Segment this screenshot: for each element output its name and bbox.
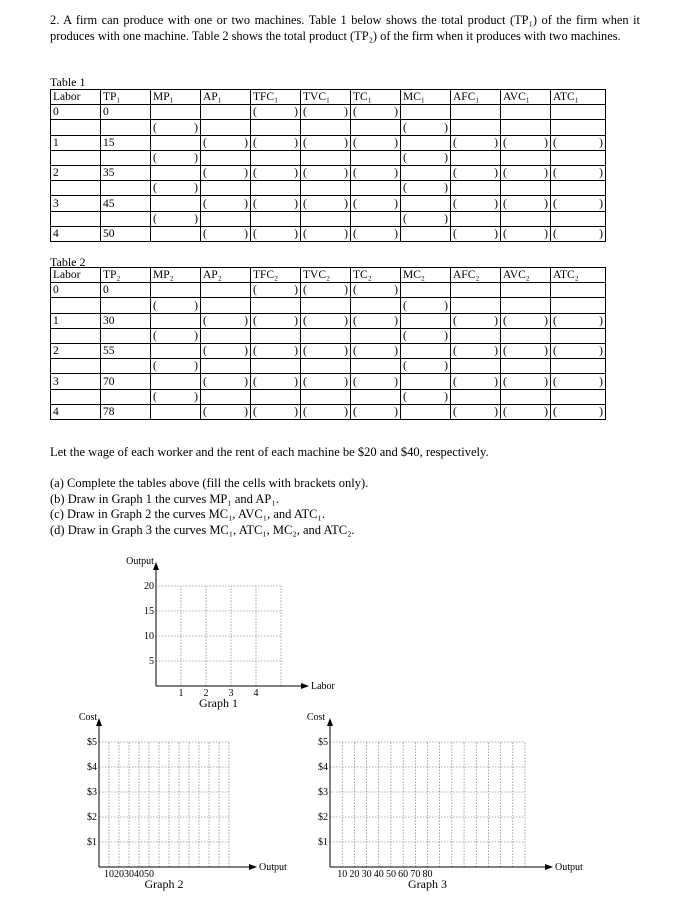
table1-m3-c7-open-bracket: ( <box>403 212 407 225</box>
table2-r1-c8-open-bracket: ( <box>453 314 457 327</box>
table1-header-7: MC₁ <box>401 90 451 105</box>
table2-tp-cell: 78 <box>101 404 151 419</box>
table1-r4-c10-close-bracket: ) <box>599 227 603 240</box>
table2-r4-c6-open-bracket: ( <box>353 405 357 418</box>
graph3-xtick-label: 20 <box>349 869 360 880</box>
table1-r2-c9-open-bracket: ( <box>503 167 507 180</box>
table2-r3-c6-open-bracket: ( <box>353 375 357 388</box>
table1-r2-c8-open-bracket: ( <box>453 167 457 180</box>
graph3-title: Graph 3 <box>408 877 447 891</box>
graph3-ytick-label: $2 <box>318 812 328 823</box>
table2-m1-c2-close-bracket: ) <box>194 329 198 342</box>
table1-r2-c5-open-bracket: ( <box>303 167 307 180</box>
table1-r1-c6-close-bracket: ) <box>394 136 398 149</box>
table1-r3-c5-close-bracket: ) <box>344 197 348 210</box>
table1-r3-c9-close-bracket: ) <box>544 197 548 210</box>
table2-header-9: AVC₂ <box>501 268 551 283</box>
table2-labor-cell: 0 <box>51 283 101 298</box>
table1-labor-cell: 2 <box>51 165 101 180</box>
table1-r1-c5-open-bracket: ( <box>303 136 307 149</box>
table2-r1-c9-close-bracket: ) <box>544 314 548 327</box>
graph1-xtick-label: 2 <box>203 688 209 699</box>
table1-r1-c3-open-bracket: ( <box>203 136 207 149</box>
table2-header-8: AFC₂ <box>451 268 501 283</box>
table1-r1-c3-close-bracket: ) <box>244 136 248 149</box>
graph3-xtick-label: 50 <box>385 869 396 880</box>
table1-header-0: Labor <box>51 90 101 105</box>
table2-m2-c7-close-bracket: ) <box>444 360 448 373</box>
table2-r3-c4-open-bracket: ( <box>253 375 257 388</box>
table1-header-5: TVC₁ <box>301 90 351 105</box>
table2-labor-cell: 4 <box>51 404 101 419</box>
table1-r1-c10-close-bracket: ) <box>599 136 603 149</box>
table1-r2-c6-open-bracket: ( <box>353 167 357 180</box>
graph1-xtick-label: 3 <box>228 688 234 699</box>
table2-header-10: ATC₂ <box>551 268 606 283</box>
table2-m2-c7-open-bracket: ( <box>403 360 407 373</box>
graph1-ytick-label: 5 <box>149 656 154 667</box>
table1-r2-c5-close-bracket: ) <box>344 167 348 180</box>
table2-tp-cell: 70 <box>101 374 151 389</box>
graph1-xlabel: Labor <box>311 681 335 692</box>
graph2-ylabel: Cost <box>78 712 98 723</box>
table1-r1-c5-close-bracket: ) <box>344 136 348 149</box>
table2-r1-c4-open-bracket: ( <box>253 314 257 327</box>
table1-r0-c4-open-bracket: ( <box>253 106 257 119</box>
table2-r3-c9-open-bracket: ( <box>503 375 507 388</box>
graph2-xlabel: Output <box>259 862 287 873</box>
table2-r1-c10-open-bracket: ( <box>553 314 557 327</box>
table2-r3-c9-close-bracket: ) <box>544 375 548 388</box>
table1-header-1: TP₁ <box>101 90 151 105</box>
graph3-xtick-label: 30 <box>361 869 372 880</box>
table2-r1-c10-close-bracket: ) <box>599 314 603 327</box>
graph1-y-arrow-icon <box>153 562 159 570</box>
graph3-xlabel: Output <box>555 862 583 873</box>
table2-r3-c10-close-bracket: ) <box>599 375 603 388</box>
table1-m2-c7-open-bracket: ( <box>403 182 407 195</box>
graph1-title: Graph 1 <box>199 696 238 710</box>
table1-r4-c4-open-bracket: ( <box>253 227 257 240</box>
graph3-ytick-label: $5 <box>318 737 328 748</box>
table2-r0-c4-close-bracket: ) <box>294 284 298 297</box>
table1-m3-c2-open-bracket: ( <box>153 212 157 225</box>
table2-r2-c10-close-bracket: ) <box>599 345 603 358</box>
table1-m0-c7-close-bracket: ) <box>444 121 448 134</box>
table1-r2-c4-open-bracket: ( <box>253 167 257 180</box>
graph1-ytick-label: 10 <box>144 631 154 642</box>
table2-m3-c2-open-bracket: ( <box>153 390 157 403</box>
table1-r4-c5-open-bracket: ( <box>303 227 307 240</box>
table1-m2-c2-open-bracket: ( <box>153 182 157 195</box>
table2-header-4: TFC₂ <box>251 268 301 283</box>
table1-tp-cell: 15 <box>101 135 151 150</box>
table1-r3-c10-close-bracket: ) <box>599 197 603 210</box>
table1-r2-c6-close-bracket: ) <box>394 167 398 180</box>
table1-r1-c8-open-bracket: ( <box>453 136 457 149</box>
graph1-xtick-label: 1 <box>178 688 184 699</box>
table2-tp-cell: 55 <box>101 343 151 358</box>
table2-r3-c10-open-bracket: ( <box>553 375 557 388</box>
table2-r2-c5-open-bracket: ( <box>303 345 307 358</box>
table2-r2-c4-close-bracket: ) <box>294 345 298 358</box>
graph2-ytick-label: $3 <box>87 787 97 798</box>
table1-r3-c10-open-bracket: ( <box>553 197 557 210</box>
table1-labor-cell: 1 <box>51 135 101 150</box>
graph1-x-arrow-icon <box>301 683 309 689</box>
table2-r2-c6-open-bracket: ( <box>353 345 357 358</box>
table2-label: Table 2 <box>50 255 86 269</box>
table1-r2-c8-close-bracket: ) <box>494 167 498 180</box>
table2-m2-c2-close-bracket: ) <box>194 360 198 373</box>
table1-header-9: AVC₁ <box>501 90 551 105</box>
table2-r1-c6-close-bracket: ) <box>394 314 398 327</box>
problem-statement: 2. A firm can produce with one or two machines. Table 1 below shows the total product (TP₁) of the firm when it produces with one machine. Table 2 shows the total product (TP₂) of the firm when it produces with two machines. <box>50 13 640 43</box>
table2-tp-cell: 0 <box>101 283 151 298</box>
table1-m0-c2-open-bracket: ( <box>153 121 157 134</box>
table1-r0-c6-close-bracket: ) <box>394 106 398 119</box>
table1-r1-c4-close-bracket: ) <box>294 136 298 149</box>
table1-m3-c2-close-bracket: ) <box>194 212 198 225</box>
graph3-xtick-label: 10 <box>337 869 348 880</box>
table2-r1-c4-close-bracket: ) <box>294 314 298 327</box>
table1-r4-c10-open-bracket: ( <box>553 227 557 240</box>
graph1-ytick-label: 15 <box>144 606 154 617</box>
table2-r3-c4-close-bracket: ) <box>294 375 298 388</box>
table1-m1-c7-close-bracket: ) <box>444 151 448 164</box>
table2-m3-c7-close-bracket: ) <box>444 390 448 403</box>
table1-r1-c10-open-bracket: ( <box>553 136 557 149</box>
table2-r3-c6-close-bracket: ) <box>394 375 398 388</box>
table1-r0-c4-close-bracket: ) <box>294 106 298 119</box>
table1-r3-c8-close-bracket: ) <box>494 197 498 210</box>
graph2-title: Graph 2 <box>144 877 184 891</box>
table1-r4-c3-open-bracket: ( <box>203 227 207 240</box>
table2-r4-c5-close-bracket: ) <box>344 405 348 418</box>
table1-m3-c7-close-bracket: ) <box>444 212 448 225</box>
wage-rent-note: Let the wage of each worker and the rent of each machine be $20 and $40, respectively. <box>50 445 489 459</box>
table2-r4-c8-close-bracket: ) <box>494 405 498 418</box>
table2-header-0: Labor <box>51 268 101 283</box>
table1-r1-c9-close-bracket: ) <box>544 136 548 149</box>
table2-r0-c5-close-bracket: ) <box>344 284 348 297</box>
table1-r0-c5-close-bracket: ) <box>344 106 348 119</box>
graph3-xtick-label: 80 <box>422 869 433 880</box>
graph2-xtick-label: 30 <box>124 869 134 880</box>
table2-m0-c7-close-bracket: ) <box>444 299 448 312</box>
table2-r1-c6-open-bracket: ( <box>353 314 357 327</box>
table2-r1-c5-close-bracket: ) <box>344 314 348 327</box>
table2-r2-c8-open-bracket: ( <box>453 345 457 358</box>
table1-header-3: AP₁ <box>201 90 251 105</box>
table2-r2-c3-open-bracket: ( <box>203 345 207 358</box>
table1-tp-cell: 35 <box>101 165 151 180</box>
table2-header-7: MC₂ <box>401 268 451 283</box>
graph2-xtick-label: 10 <box>104 869 114 880</box>
table1-r4-c3-close-bracket: ) <box>244 227 248 240</box>
table1-m1-c7-open-bracket: ( <box>403 151 407 164</box>
table2-r2-c6-close-bracket: ) <box>394 345 398 358</box>
table1-header-10: ATC₁ <box>551 90 606 105</box>
graph3-ylabel: Cost <box>306 712 326 723</box>
table1-m1-c2-close-bracket: ) <box>194 151 198 164</box>
table2-r1-c9-open-bracket: ( <box>503 314 507 327</box>
table2-r2-c9-open-bracket: ( <box>503 345 507 358</box>
table1-tp-cell: 45 <box>101 196 151 211</box>
table1-r3-c5-open-bracket: ( <box>303 197 307 210</box>
graph3-xtick-label: 40 <box>373 869 384 880</box>
graph2-ytick-label: $5 <box>87 737 97 748</box>
table2-header-5: TVC₂ <box>301 268 351 283</box>
graph1-ylabel: Output <box>126 556 154 567</box>
table2-r0-c6-close-bracket: ) <box>394 284 398 297</box>
table2-r3-c8-close-bracket: ) <box>494 375 498 388</box>
graph3-ytick-label: $4 <box>318 762 328 773</box>
table1-r4-c9-open-bracket: ( <box>503 227 507 240</box>
table1-r4-c9-close-bracket: ) <box>544 227 548 240</box>
table2-r3-c5-close-bracket: ) <box>344 375 348 388</box>
table2-r2-c5-close-bracket: ) <box>344 345 348 358</box>
table2-r4-c9-close-bracket: ) <box>544 405 548 418</box>
graph1-ytick-label: 20 <box>144 581 154 592</box>
table1-r3-c8-open-bracket: ( <box>453 197 457 210</box>
graph3-ytick-label: $1 <box>318 837 328 848</box>
table1-r2-c3-open-bracket: ( <box>203 167 207 180</box>
table2-header-2: MP₂ <box>151 268 201 283</box>
table2-r0-c4-open-bracket: ( <box>253 284 257 297</box>
table2-r3-c8-open-bracket: ( <box>453 375 457 388</box>
graph2-ytick-label: $2 <box>87 812 97 823</box>
table2-r2-c3-close-bracket: ) <box>244 345 248 358</box>
table1-r4-c8-open-bracket: ( <box>453 227 457 240</box>
table2-m3-c2-close-bracket: ) <box>194 390 198 403</box>
table2-m3-c7-open-bracket: ( <box>403 390 407 403</box>
graph2-xtick-label: 50 <box>144 869 154 880</box>
table1-r3-c3-open-bracket: ( <box>203 197 207 210</box>
table1-m2-c2-close-bracket: ) <box>194 182 198 195</box>
table1-tp-cell: 0 <box>101 105 151 120</box>
table2-r4-c10-open-bracket: ( <box>553 405 557 418</box>
table1-m2-c7-close-bracket: ) <box>444 182 448 195</box>
table1-labor-cell: 3 <box>51 196 101 211</box>
table1-label: Table 1 <box>50 75 86 89</box>
table1-r2-c10-close-bracket: ) <box>599 167 603 180</box>
table1-r3-c9-open-bracket: ( <box>503 197 507 210</box>
table1-r4-c8-close-bracket: ) <box>494 227 498 240</box>
table2-r1-c8-close-bracket: ) <box>494 314 498 327</box>
table2-r3-c3-open-bracket: ( <box>203 375 207 388</box>
graph3-x-arrow-icon <box>545 864 553 870</box>
question-b: (b) Draw in Graph 1 the curves MP₁ and AP₁. <box>50 491 279 506</box>
table1-r1-c9-open-bracket: ( <box>503 136 507 149</box>
table1-r2-c10-open-bracket: ( <box>553 167 557 180</box>
table2-m0-c7-open-bracket: ( <box>403 299 407 312</box>
table2-labor-cell: 1 <box>51 313 101 328</box>
table2-r0-c5-open-bracket: ( <box>303 284 307 297</box>
table2-r4-c3-open-bracket: ( <box>203 405 207 418</box>
table1-m1-c2-open-bracket: ( <box>153 151 157 164</box>
table2-header-3: AP₂ <box>201 268 251 283</box>
graph3-xtick-label: 60 <box>398 869 409 880</box>
table1-labor-cell: 0 <box>51 105 101 120</box>
graph2-ytick-label: $1 <box>87 837 97 848</box>
table2-m1-c7-close-bracket: ) <box>444 329 448 342</box>
table1-r1-c4-open-bracket: ( <box>253 136 257 149</box>
table1-r3-c4-close-bracket: ) <box>294 197 298 210</box>
table1-r0-c5-open-bracket: ( <box>303 106 307 119</box>
table2-r4-c4-close-bracket: ) <box>294 405 298 418</box>
table2-r1-c3-close-bracket: ) <box>244 314 248 327</box>
table2-r1-c3-open-bracket: ( <box>203 314 207 327</box>
table1-r3-c6-open-bracket: ( <box>353 197 357 210</box>
table1-header-4: TFC₁ <box>251 90 301 105</box>
table1-r4-c4-close-bracket: ) <box>294 227 298 240</box>
table2-r4-c5-open-bracket: ( <box>303 405 307 418</box>
table1-header-8: AFC₁ <box>451 90 501 105</box>
graph2-x-arrow-icon <box>249 864 257 870</box>
graph2-xtick-label: 20 <box>114 869 124 880</box>
table1-r2-c3-close-bracket: ) <box>244 167 248 180</box>
graph3-y-arrow-icon <box>327 718 333 726</box>
table1-r4-c6-open-bracket: ( <box>353 227 357 240</box>
table1-r3-c6-close-bracket: ) <box>394 197 398 210</box>
table1-m0-c7-open-bracket: ( <box>403 121 407 134</box>
table2-r3-c5-open-bracket: ( <box>303 375 307 388</box>
question-c: (c) Draw in Graph 2 the curves MC₁, AVC₁, and ATC₁. <box>50 507 325 521</box>
graph2-ytick-label: $4 <box>87 762 97 773</box>
table2-r4-c4-open-bracket: ( <box>253 405 257 418</box>
table1-m0-c2-close-bracket: ) <box>194 121 198 134</box>
table2-m0-c2-open-bracket: ( <box>153 299 157 312</box>
table2-labor-cell: 2 <box>51 343 101 358</box>
table1-r1-c6-open-bracket: ( <box>353 136 357 149</box>
table2-header-1: TP₂ <box>101 268 151 283</box>
table1-labor-cell: 4 <box>51 226 101 241</box>
table2-labor-cell: 3 <box>51 374 101 389</box>
table2-r1-c5-open-bracket: ( <box>303 314 307 327</box>
table2-r4-c8-open-bracket: ( <box>453 405 457 418</box>
table1-r0-c6-open-bracket: ( <box>353 106 357 119</box>
table1-r4-c6-close-bracket: ) <box>394 227 398 240</box>
table1-r4-c5-close-bracket: ) <box>344 227 348 240</box>
table1-tp-cell: 50 <box>101 226 151 241</box>
table2-m1-c7-open-bracket: ( <box>403 329 407 342</box>
table2-r2-c10-open-bracket: ( <box>553 345 557 358</box>
table2-r3-c3-close-bracket: ) <box>244 375 248 388</box>
table2-r0-c6-open-bracket: ( <box>353 284 357 297</box>
graph3-xtick-label: 70 <box>410 869 421 880</box>
table2-header-6: TC₂ <box>351 268 401 283</box>
table2-r4-c6-close-bracket: ) <box>394 405 398 418</box>
table2-tp-cell: 30 <box>101 313 151 328</box>
table1-r3-c4-open-bracket: ( <box>253 197 257 210</box>
graph1-xtick-label: 4 <box>253 688 259 699</box>
question-d: (d) Draw in Graph 3 the curves MC₁, ATC₁, MC₂, and ATC₂. <box>50 522 355 537</box>
graph3-ytick-label: $3 <box>318 787 328 798</box>
table2-r4-c10-close-bracket: ) <box>599 405 603 418</box>
table1-r2-c9-close-bracket: ) <box>544 167 548 180</box>
table1-r1-c8-close-bracket: ) <box>494 136 498 149</box>
table2-r4-c9-open-bracket: ( <box>503 405 507 418</box>
table2-m2-c2-open-bracket: ( <box>153 360 157 373</box>
table1-header-2: MP₁ <box>151 90 201 105</box>
table2-r2-c8-close-bracket: ) <box>494 345 498 358</box>
table2-r2-c9-close-bracket: ) <box>544 345 548 358</box>
table2-m0-c2-close-bracket: ) <box>194 299 198 312</box>
question-a: (a) Complete the tables above (fill the cells with brackets only). <box>50 476 369 490</box>
table2-r2-c4-open-bracket: ( <box>253 345 257 358</box>
table2-m1-c2-open-bracket: ( <box>153 329 157 342</box>
table1-header-6: TC₁ <box>351 90 401 105</box>
table2-r4-c3-close-bracket: ) <box>244 405 248 418</box>
table1-r3-c3-close-bracket: ) <box>244 197 248 210</box>
table1-r2-c4-close-bracket: ) <box>294 167 298 180</box>
graph2-xtick-label: 40 <box>134 869 144 880</box>
